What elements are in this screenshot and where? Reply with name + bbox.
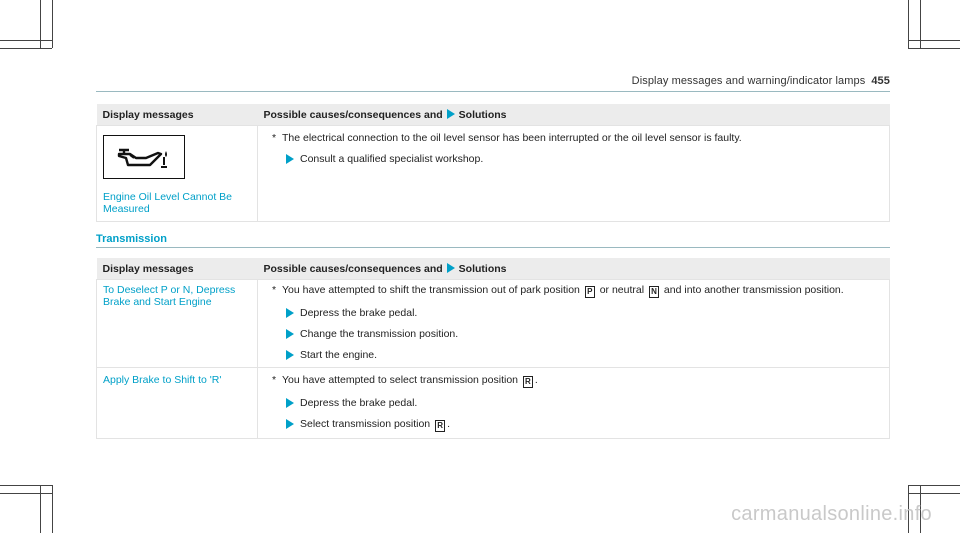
solution-step: Consult a qualified specialist workshop. xyxy=(264,153,883,165)
message-text: To Deselect P or N, Depress Brake and Start Engine xyxy=(103,284,236,308)
solution-cell xyxy=(258,280,890,368)
header-title: Display messages and warning/indicator lamps xyxy=(631,75,866,87)
crop-mark xyxy=(0,485,52,486)
crop-mark xyxy=(920,0,921,48)
solution-step: Change the transmission position. xyxy=(264,328,883,340)
message-cell xyxy=(97,368,258,439)
arrow-right-icon xyxy=(286,308,294,318)
oil-messages-table xyxy=(96,104,890,222)
solution-cell xyxy=(258,126,890,222)
arrow-right-icon xyxy=(286,329,294,339)
message-cell xyxy=(97,126,258,222)
crop-mark xyxy=(0,40,52,41)
transmission-messages-table xyxy=(96,258,890,439)
crop-mark xyxy=(908,485,960,486)
reverse-position-key: R xyxy=(435,420,445,432)
solution-cell xyxy=(258,368,890,439)
message-text: Engine Oil Level Cannot Be Measured xyxy=(103,191,232,215)
col-causes-solutions: Possible causes/consequences and Solutions xyxy=(258,104,890,126)
solution-step: Start the engine. xyxy=(264,349,883,361)
cause-text: * You have attempted to select transmission position R . xyxy=(272,374,538,386)
cause-text: * You have attempted to shift the transmission out of park position P or neutral N and into another transmission position. xyxy=(272,284,844,296)
crop-mark xyxy=(52,485,53,533)
cause-text: * The electrical connection to the oil level sensor has been interrupted or the oil level sensor is faulty. xyxy=(272,132,742,144)
crop-mark xyxy=(908,48,960,49)
message-text: Apply Brake to Shift to 'R' xyxy=(103,374,222,386)
table-row xyxy=(97,280,890,368)
neutral-position-key: N xyxy=(649,286,659,298)
section-title: Transmission xyxy=(96,233,167,245)
watermark: carmanualsonline.info xyxy=(731,503,932,525)
col-causes-solutions: Possible causes/consequences and Solutions xyxy=(258,258,890,280)
solution-step: Depress the brake pedal. xyxy=(264,397,883,409)
oil-can-level-icon xyxy=(103,135,185,179)
crop-mark xyxy=(52,0,53,48)
crop-mark xyxy=(908,493,960,494)
running-header xyxy=(632,75,890,87)
crop-mark xyxy=(0,493,52,494)
reverse-position-key: R xyxy=(523,376,533,388)
crop-mark xyxy=(908,40,960,41)
park-position-key: P xyxy=(585,286,595,298)
arrow-right-icon xyxy=(447,109,455,119)
crop-mark xyxy=(0,48,52,49)
section-rule xyxy=(96,247,890,248)
page-number: 455 xyxy=(871,75,890,87)
solution-step: Depress the brake pedal. xyxy=(264,307,883,319)
table-header-row xyxy=(97,258,890,280)
col-display-messages: Display messages xyxy=(97,104,258,126)
solution-step: Select transmission position R . xyxy=(264,418,883,432)
table-header-row xyxy=(97,104,890,126)
table-row xyxy=(97,126,890,222)
arrow-right-icon xyxy=(286,350,294,360)
arrow-right-icon xyxy=(286,398,294,408)
arrow-right-icon xyxy=(286,154,294,164)
message-cell xyxy=(97,280,258,368)
header-rule xyxy=(96,91,890,92)
arrow-right-icon xyxy=(447,263,455,273)
arrow-right-icon xyxy=(286,419,294,429)
col-display-messages: Display messages xyxy=(97,258,258,280)
table-row xyxy=(97,368,890,439)
